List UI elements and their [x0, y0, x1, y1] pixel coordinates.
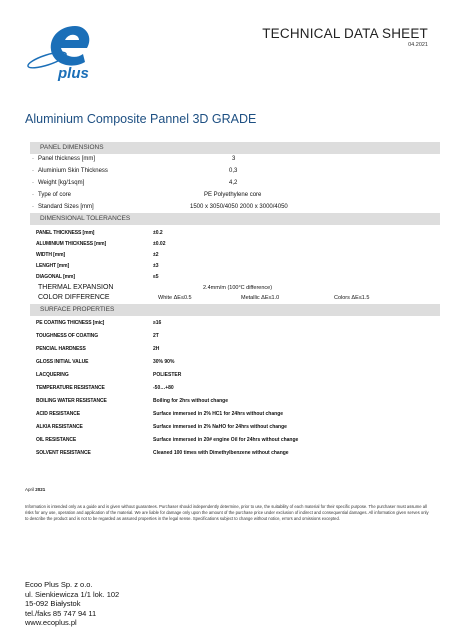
surface-label: LACQUERING [36, 372, 69, 378]
surface-value: ≥16 [153, 320, 162, 326]
logo-text: plus [58, 65, 89, 82]
tolerance-value: ±3 [153, 263, 159, 269]
color-diff-colors: Colors ΔE≤1.5 [334, 295, 370, 301]
surface-label: SOLVENT RESISTANCE [36, 450, 91, 456]
tolerance-value: ±0.2 [153, 230, 163, 236]
panel-row: · Weight [kg/1sqm] 4,2 [32, 180, 238, 186]
surface-label: ALKIA RESISTANCE [36, 424, 83, 430]
surface-label: GLOSS INITIAL VALUE [36, 359, 89, 365]
panel-row: · Panel thickness [mm] 3 [32, 156, 236, 162]
color-diff-white: White ΔE≤0.5 [158, 295, 192, 301]
surface-label: PE COATING THICNESS [mic] [36, 320, 105, 326]
surface-label: TEMPERATURE RESISTANCE [36, 385, 105, 391]
surface-label: PENCIAL HARDNESS [36, 346, 86, 352]
color-difference-label: COLOR DIFFERENCE [38, 294, 110, 301]
panel-row: · Aluminium Skin Thickness 0,3 [32, 168, 238, 174]
color-diff-metallic: Metallic ΔE≤1.0 [241, 295, 280, 301]
surface-label: OIL RESISTANCE [36, 437, 77, 443]
panel-row: · Standard Sizes [mm] 1500 x 3050/4050 2000 x 3000/4050 [32, 204, 288, 210]
surface-value: 2H [153, 346, 160, 352]
product-title: Aluminium Composite Pannel 3D GRADE [25, 112, 257, 126]
surface-label: BOILING WATER RESISTANCE [36, 398, 107, 404]
tolerance-value: ±2 [153, 252, 159, 258]
tolerance-value: ±0.02 [153, 241, 166, 247]
surface-label: ACID RESISTANCE [36, 411, 80, 417]
tolerance-label: ALUMINIUM THICKNESS [mm] [36, 241, 107, 247]
tolerance-label: WIDTH [mm] [36, 252, 65, 258]
surface-value: Surface immersed in 2% HC1 for 24hrs without change [153, 411, 284, 417]
surface-value: 2T [153, 333, 159, 339]
ecoplus-logo [25, 22, 105, 84]
company-website[interactable]: www.ecoplus.pl [25, 618, 77, 627]
section-dimensional-tolerances: DIMENSIONAL TOLERANCES [30, 213, 440, 225]
document-date: 04.2021 [408, 42, 428, 48]
surface-value: Boiling for 2hrs without change [153, 398, 228, 404]
thermal-expansion-label: THERMAL EXPANSION [38, 284, 114, 291]
company-name: Ecoo Plus Sp. z o.o. [25, 580, 93, 589]
footer-date: April 2021 [25, 487, 46, 492]
company-phone: tel./faks 85 747 94 11 [25, 608, 97, 618]
surface-value: Surface immersed in 2% NaHO for 24hrs without change [153, 424, 287, 430]
surface-value: Surface immersed in 20# engine Oil for 24hrs without change [153, 437, 299, 443]
surface-label: TOUGHNESS OF COATING [36, 333, 98, 339]
tolerance-label: PANEL THICKNESS [mm] [36, 230, 95, 236]
disclaimer-text: Information is intended only as a guide and is given without guarantees. Purchaser should independently determine, prior to use, the suitability of each material for their specific purpose. The purchaser must assume all risks for any use, operation and application of the material. We are liable for damage only upon the amount of the purchase price under exclusion of indirect and consequential damages. All information given serves only to describe the product and is not to be regarded as assured properties in the legal sense. Specifications subject to change without notice, errors and omissions excepted. [25, 504, 429, 521]
surface-value: POLIESTER [153, 372, 182, 378]
section-panel-dimensions: PANEL DIMENSIONS [30, 142, 440, 154]
company-city: 15-092 Białystok [25, 599, 81, 608]
panel-row: · Type of core PE Polyethylene core [32, 192, 262, 198]
company-address [25, 580, 119, 628]
company-street: ul. Sienkiewicza 1/1 lok. 102 [25, 589, 120, 599]
surface-value: Cleaned 100 times with Dimethylbenzene without change [153, 450, 289, 456]
thermal-expansion-value: 2.4mm/m (100°C difference) [203, 285, 273, 291]
tolerance-value: ≤5 [153, 274, 159, 280]
tolerance-label: LENGHT [mm] [36, 263, 70, 269]
surface-value: -50…+80 [153, 385, 174, 391]
surface-value: 30% 90% [153, 359, 175, 365]
tolerance-label: DIAGONAL [mm] [36, 274, 75, 280]
document-title: TECHNICAL DATA SHEET [262, 26, 428, 41]
section-surface-properties: SURFACE PROPERTIES [30, 304, 440, 316]
